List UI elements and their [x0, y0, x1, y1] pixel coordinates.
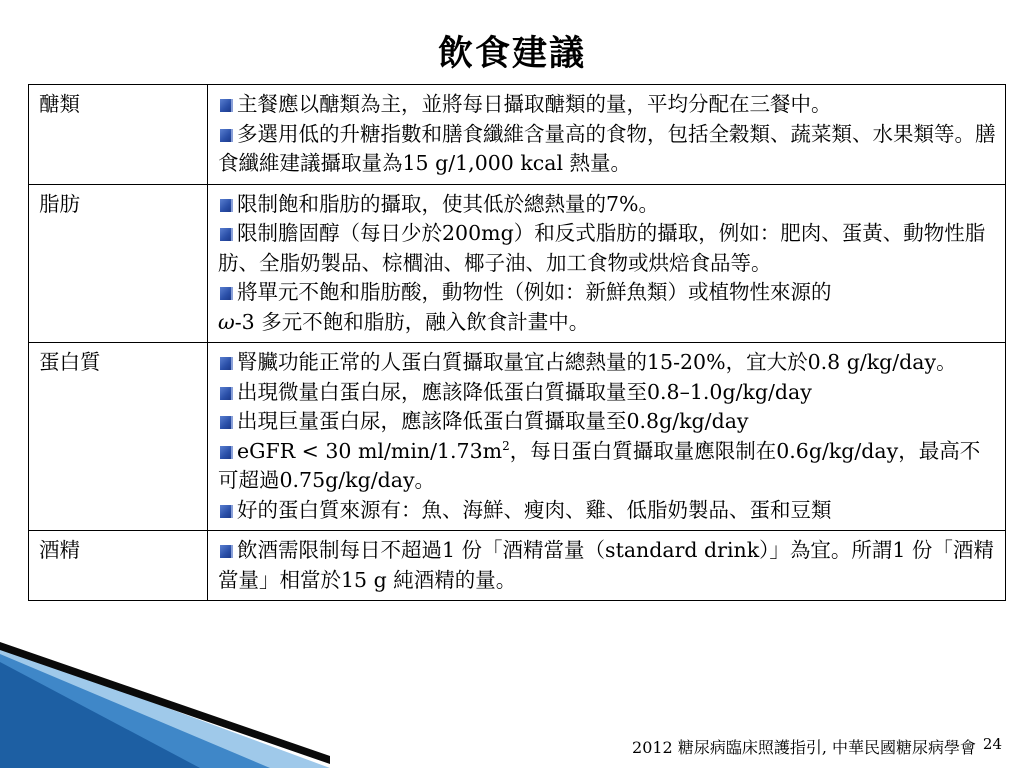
slide-title: 飲食建議: [437, 33, 586, 74]
item-text: 好的蛋白質來源有：魚、海鮮、瘦肉、雞、低脂奶製品、蛋和豆類: [237, 497, 832, 522]
list-item: [218, 120, 997, 179]
content-cell: [208, 343, 1006, 531]
content-cell: [208, 531, 1006, 601]
square-bullet-icon: [220, 446, 233, 459]
table-row: [29, 531, 1006, 601]
list-item: [218, 219, 997, 278]
square-bullet-icon: [220, 99, 233, 112]
superscript: 2: [502, 438, 510, 453]
square-bullet-icon: [220, 129, 233, 142]
square-bullet-icon: [220, 357, 233, 370]
item-text: 限制飽和脂肪的攝取，使其低於總熱量的7%。: [237, 191, 660, 216]
square-bullet-icon: [220, 387, 233, 400]
page-number: 24: [982, 735, 1002, 753]
item-text: 主餐應以醣類為主，並將每日攝取醣類的量，平均分配在三餐中。: [237, 92, 832, 116]
content-cell: [208, 184, 1006, 343]
category-cell: 酒精: [29, 531, 208, 601]
item-text: ，每日蛋白質攝取量應限制在0.6g/kg/day，最高不可超過0.75g/kg/day。: [218, 438, 981, 492]
decorative-ribbon: [0, 640, 330, 768]
item-text: 將單元不飽和脂肪酸，動物性（例如：新鮮魚類）或植物性來源的: [237, 280, 832, 304]
category-cell: 醣類: [29, 85, 208, 185]
category-cell: 蛋白質: [29, 343, 208, 531]
list-item: [218, 378, 997, 408]
item-text: 限制膽固醇（每日少於200mg）和反式脂肪的攝取，例如：肥肉、蛋黃、動物性脂肪、全脂奶製品、棕櫚油、椰子油、加工食物或烘焙食品等。: [218, 221, 986, 275]
table-row: [29, 85, 1006, 185]
item-text: -3 多元不飽和脂肪，融入飲食計畫中。: [234, 309, 590, 334]
item-text: 出現巨量蛋白尿，應該降低蛋白質攝取量至0.8g/kg/day: [237, 409, 749, 433]
category-cell: 脂肪: [29, 184, 208, 343]
item-text: eGFR < 30 ml/min/1.73m: [237, 438, 503, 463]
footer-citation: 2012 糖尿病臨床照護指引, 中華民國糖尿病學會: [632, 738, 976, 757]
item-text: 多選用低的升糖指數和膳食纖維含量高的食物，包括全穀類、蔬菜類、水果類等。膳食纖維建議攝取量為15 g/1,000 kcal 熱量。: [218, 121, 996, 175]
list-item: [218, 278, 997, 337]
square-bullet-icon: [220, 416, 233, 429]
square-bullet-icon: [220, 228, 233, 241]
table-row: [29, 343, 1006, 531]
list-item: [218, 437, 997, 496]
item-text: 腎臟功能正常的人蛋白質攝取量宜占總熱量的15-20%，宜大於0.8 g/kg/day。: [237, 350, 957, 374]
square-bullet-icon: [220, 505, 233, 518]
table-row: [29, 184, 1006, 343]
item-text: 飲酒需限制每日不超過1 份「酒精當量（standard drink）」為宜。所謂1 份「酒精當量」相當於15 g 純酒精的量。: [218, 538, 994, 592]
list-item: [218, 407, 997, 437]
content-cell: [208, 85, 1006, 185]
diet-table: [28, 84, 1006, 601]
omega-symbol: ω: [218, 309, 235, 334]
item-text: 出現微量白蛋白尿，應該降低蛋白質攝取量至0.8–1.0g/kg/day: [237, 379, 812, 404]
square-bullet-icon: [220, 545, 233, 558]
list-item: [218, 190, 997, 220]
square-bullet-icon: [220, 199, 233, 212]
list-item: [218, 348, 997, 378]
square-bullet-icon: [220, 287, 233, 300]
list-item: [218, 536, 997, 595]
list-item: [218, 90, 997, 120]
list-item: [218, 496, 997, 526]
